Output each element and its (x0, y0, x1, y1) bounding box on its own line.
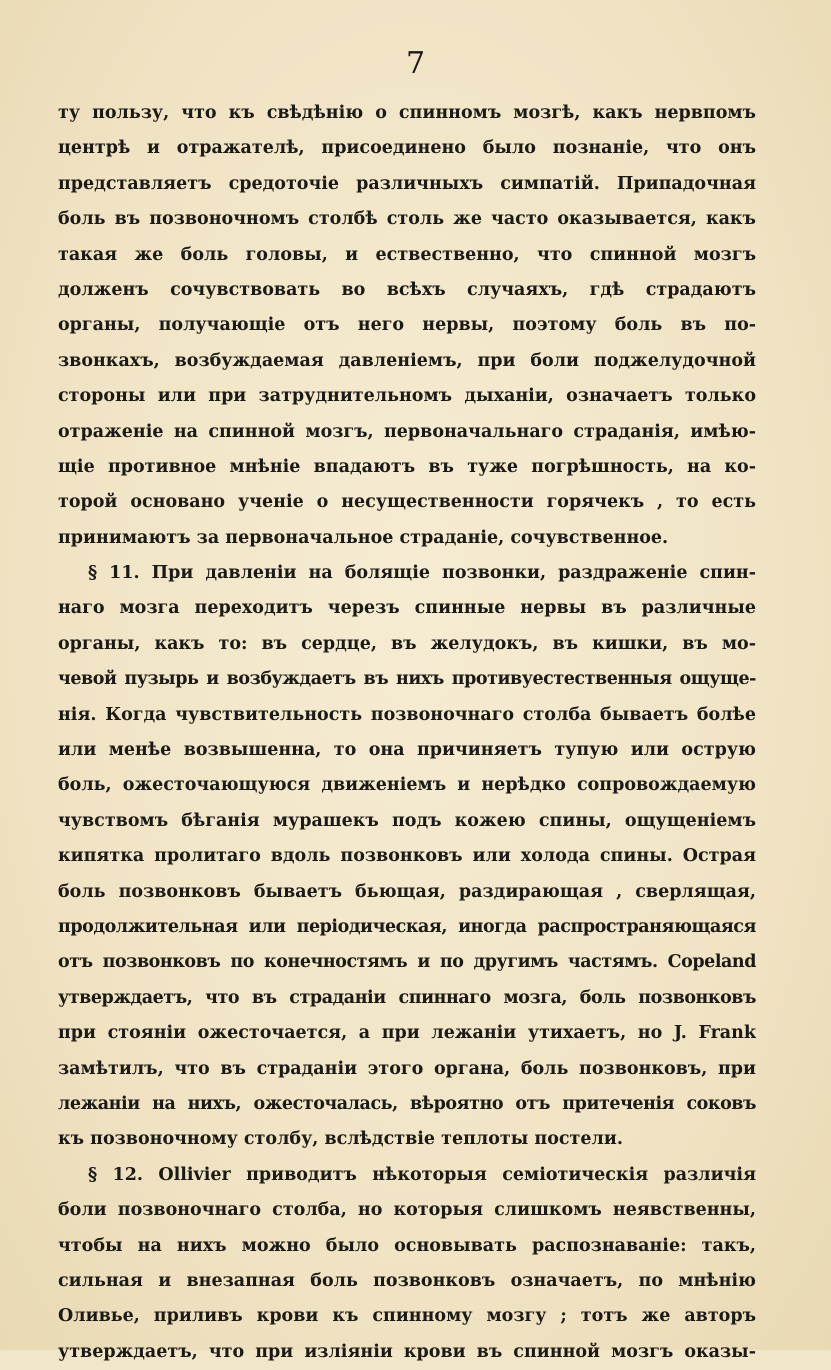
body-text (58, 96, 756, 1370)
paragraph-end-line: принимаютъ за первоначальное страданіе, сочувственное. (58, 527, 669, 548)
text-line: или менѣе возвышенна, то она причиняетъ тупую или острую (58, 740, 756, 761)
text-line: чевой пузырь и возбуждаетъ въ нихъ противуестественныя ощуще- (58, 669, 756, 690)
text-line: кипятка пролитаго вдоль позвонковъ или холода спины. Острая (58, 846, 756, 867)
text-line: торой основано ученіе о несущественности горячекъ , то есть (58, 492, 756, 513)
paragraph-end-line: къ позвоночному столбу, вслѣдствіе теплоты постели. (58, 1129, 623, 1150)
text-line: щіе противное мнѣніе впадаютъ въ туже погрѣшность, на ко- (58, 456, 756, 477)
text-line: долженъ сочувствовать во всѣхъ случаяхъ, гдѣ страдаютъ (58, 279, 756, 300)
text-line: утверждаетъ, что при изліяніи крови въ спинной мозгъ оказы- (58, 1341, 756, 1362)
text-line: чувствомъ бѣганія мурашекъ подъ кожею спины, ощущеніемъ (58, 810, 756, 831)
section-11-start-line: § 11. При давленіи на болящіе позвонки, раздраженіе спин- (88, 563, 756, 584)
text-line: лежаніи на нихъ, ожесточалась, вѣроятно отъ притеченія соковъ (58, 1093, 756, 1114)
text-line: отъ позвонковъ по конечностямъ и по другимъ частямъ. Copeland (58, 952, 756, 973)
text-line: нія. Когда чувствительность позвоночнаго столба бываетъ болѣе (58, 704, 756, 725)
text-line: продолжительная или періодическая, иногда распространяющаяся (58, 916, 756, 937)
text-line: такая же боль головы, и ествественно, что спинной мозгъ (58, 244, 756, 265)
text-line: боль, ожесточающуюся движеніемъ и нерѣдко сопровождаемую (58, 775, 756, 796)
text-line: центрѣ и отражателѣ, присоединено было познаніе, что онъ (58, 138, 756, 159)
text-line: звонкахъ, возбуждаемая давленіемъ, при боли поджелудочной (58, 350, 756, 371)
text-line: при стояніи ожесточается, а при лежаніи утихаетъ, но J. Frank (58, 1023, 756, 1044)
text-line: наго мозга переходитъ черезъ спинные нервы въ различные (58, 598, 756, 619)
text-line: утверждаетъ, что въ страданіи спиннаго мозга, боль позвонковъ (58, 987, 756, 1008)
text-line: боль позвонковъ бываетъ бьющая, раздирающая , сверлящая, (58, 881, 756, 902)
text-line: сильная и внезапная боль позвонковъ означаетъ, по мнѣнію (58, 1270, 756, 1291)
text-line: боль въ позвоночномъ столбѣ столь же часто оказывается, какъ (58, 209, 756, 230)
page-number: 7 (405, 46, 426, 81)
text-line: органы, получающіе отъ него нервы, поэтому боль въ по- (58, 315, 756, 336)
text-line: органы, какъ то: въ сердце, въ желудокъ, въ кишки, въ мо- (58, 633, 756, 654)
text-line: Оливье, приливъ крови къ спинному мозгу ; тотъ же авторъ (58, 1306, 756, 1327)
text-line: представляетъ средоточіе различныхъ симпатій. Припадочная (58, 173, 756, 194)
text-line: боли позвоночнаго столба, но которыя слишкомъ неявственны, (58, 1200, 756, 1221)
text-line: замѣтилъ, что въ страданіи этого органа, боль позвонковъ, при (58, 1058, 756, 1079)
text-line: ту пользу, что къ свѣдѣнію о спинномъ мозгѣ, какъ нервпомъ (58, 103, 756, 123)
section-12-start-line: § 12. Ollivier приводитъ нѣкоторыя семіотическія различія (88, 1164, 756, 1185)
text-line: стороны или при затруднительномъ дыханіи, означаетъ только (58, 386, 756, 407)
text-line: отраженіе на спинной мозгъ, первоначальнаго страданія, имѣю- (58, 421, 756, 442)
text-line: чтобы на нихъ можно было основывать распознаваніе: такъ, (58, 1235, 756, 1256)
